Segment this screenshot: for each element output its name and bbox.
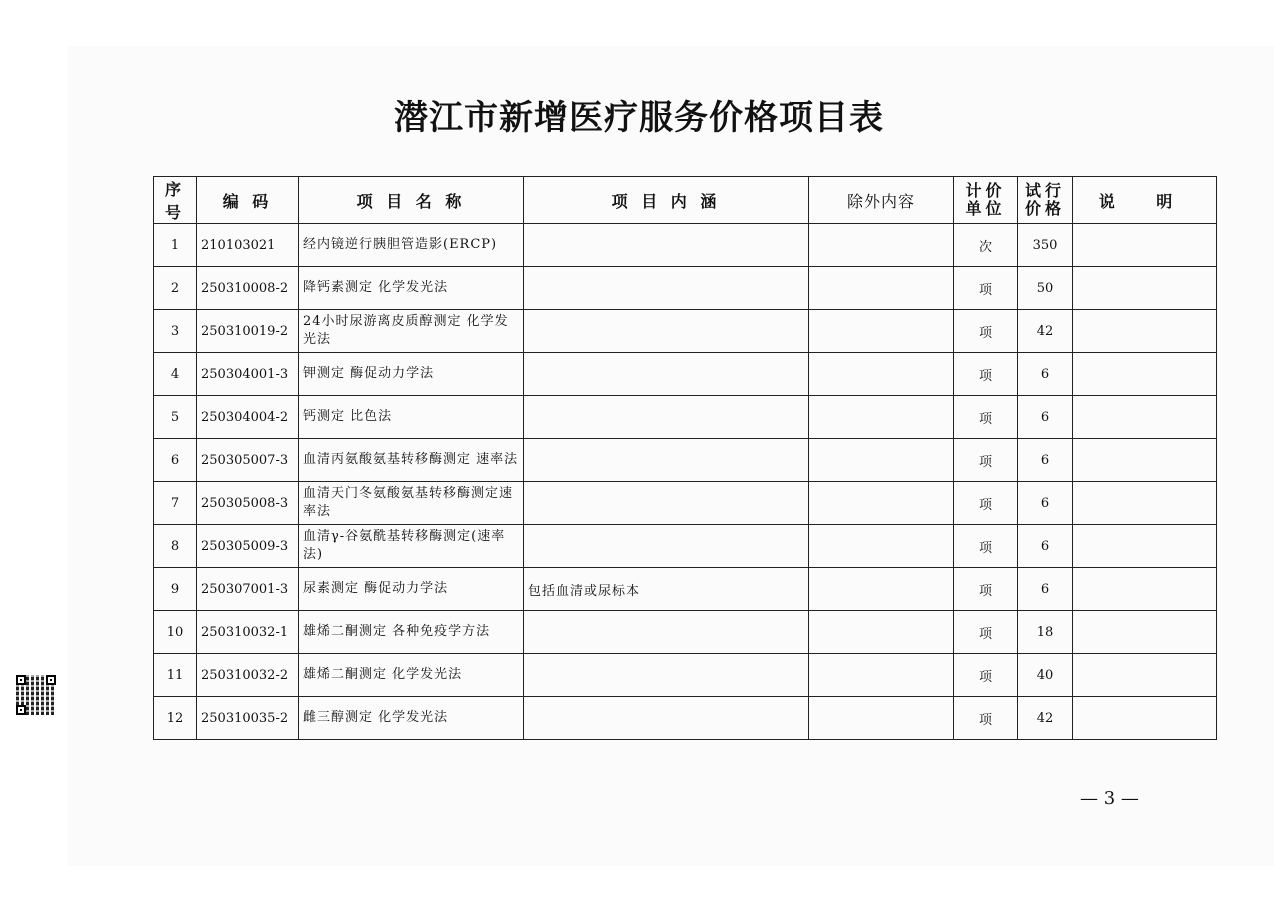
cell-price: 350 — [1018, 224, 1073, 267]
cell-unit: 项 — [954, 310, 1018, 353]
cell-unit: 项 — [954, 267, 1018, 310]
header-content: 项 目 内 涵 — [524, 177, 809, 224]
cell-seq: 2 — [154, 267, 197, 310]
cell-code: 250304004-2 — [197, 396, 299, 439]
cell-notes — [1073, 654, 1217, 697]
cell-name: 24小时尿游离皮质醇测定 化学发光法 — [299, 310, 524, 353]
cell-notes — [1073, 568, 1217, 611]
table-row — [154, 482, 1217, 525]
cell-price: 6 — [1018, 353, 1073, 396]
cell-code: 250310032-1 — [197, 611, 299, 654]
cell-exclusions — [809, 267, 954, 310]
cell-unit: 项 — [954, 654, 1018, 697]
table-row — [154, 224, 1217, 267]
cell-unit: 项 — [954, 353, 1018, 396]
cell-content — [524, 396, 809, 439]
cell-unit: 项 — [954, 697, 1018, 740]
table-row — [154, 611, 1217, 654]
cell-notes — [1073, 224, 1217, 267]
cell-code: 250304001-3 — [197, 353, 299, 396]
cell-content — [524, 439, 809, 482]
header-code: 编 码 — [197, 177, 299, 224]
table-row — [154, 568, 1217, 611]
cell-name: 经内镜逆行胰胆管造影(ERCP) — [299, 224, 524, 267]
cell-unit: 项 — [954, 568, 1018, 611]
cell-code: 250307001-3 — [197, 568, 299, 611]
cell-exclusions — [809, 611, 954, 654]
cell-code: 250310032-2 — [197, 654, 299, 697]
cell-notes — [1073, 353, 1217, 396]
header-seq: 序号 — [154, 177, 197, 224]
cell-unit: 次 — [954, 224, 1018, 267]
cell-code: 250310035-2 — [197, 697, 299, 740]
cell-seq: 4 — [154, 353, 197, 396]
header-notes: 说 明 — [1073, 177, 1217, 224]
cell-exclusions — [809, 482, 954, 525]
cell-code: 210103021 — [197, 224, 299, 267]
header-exclusions: 除外内容 — [809, 177, 954, 224]
table-row — [154, 654, 1217, 697]
cell-name: 降钙素测定 化学发光法 — [299, 267, 524, 310]
cell-price: 42 — [1018, 697, 1073, 740]
cell-notes — [1073, 439, 1217, 482]
cell-content — [524, 611, 809, 654]
cell-code: 250305008-3 — [197, 482, 299, 525]
cell-seq: 9 — [154, 568, 197, 611]
cell-content — [524, 697, 809, 740]
cell-exclusions — [809, 396, 954, 439]
cell-price: 6 — [1018, 439, 1073, 482]
cell-content — [524, 482, 809, 525]
cell-notes — [1073, 525, 1217, 568]
header-name: 项 目 名 称 — [299, 177, 524, 224]
cell-seq: 8 — [154, 525, 197, 568]
table-row — [154, 396, 1217, 439]
table-row — [154, 697, 1217, 740]
table-row — [154, 353, 1217, 396]
cell-unit: 项 — [954, 482, 1018, 525]
table-row — [154, 310, 1217, 353]
table-row — [154, 439, 1217, 482]
cell-content — [524, 525, 809, 568]
cell-seq: 5 — [154, 396, 197, 439]
cell-seq: 3 — [154, 310, 197, 353]
qr-finder-icon — [16, 705, 26, 715]
page-number: — 3 — — [1080, 788, 1139, 809]
table-row — [154, 267, 1217, 310]
cell-content — [524, 310, 809, 353]
cell-notes — [1073, 482, 1217, 525]
cell-name: 雄烯二酮测定 化学发光法 — [299, 654, 524, 697]
cell-content — [524, 353, 809, 396]
cell-price: 18 — [1018, 611, 1073, 654]
cell-code: 250310008-2 — [197, 267, 299, 310]
cell-exclusions — [809, 310, 954, 353]
cell-unit: 项 — [954, 611, 1018, 654]
qr-code — [16, 675, 56, 715]
cell-name: 血清天门冬氨酸氨基转移酶测定速率法 — [299, 482, 524, 525]
cell-exclusions — [809, 525, 954, 568]
cell-name: 尿素测定 酶促动力学法 — [299, 568, 524, 611]
cell-unit: 项 — [954, 525, 1018, 568]
cell-seq: 7 — [154, 482, 197, 525]
cell-price: 6 — [1018, 396, 1073, 439]
cell-name: 钾测定 酶促动力学法 — [299, 353, 524, 396]
price-table — [153, 176, 1217, 740]
cell-price: 6 — [1018, 482, 1073, 525]
cell-name: 雄烯二酮测定 各种免疫学方法 — [299, 611, 524, 654]
cell-code: 250305007-3 — [197, 439, 299, 482]
cell-seq: 1 — [154, 224, 197, 267]
cell-exclusions — [809, 439, 954, 482]
header-price: 试行价格 — [1018, 177, 1073, 224]
cell-seq: 12 — [154, 697, 197, 740]
cell-notes — [1073, 267, 1217, 310]
cell-exclusions — [809, 654, 954, 697]
cell-price: 40 — [1018, 654, 1073, 697]
cell-code: 250305009-3 — [197, 525, 299, 568]
cell-unit: 项 — [954, 439, 1018, 482]
cell-exclusions — [809, 224, 954, 267]
cell-price: 6 — [1018, 568, 1073, 611]
cell-price: 6 — [1018, 525, 1073, 568]
cell-name: 钙测定 比色法 — [299, 396, 524, 439]
cell-exclusions — [809, 697, 954, 740]
cell-notes — [1073, 697, 1217, 740]
table-header-row — [154, 177, 1217, 224]
cell-notes — [1073, 611, 1217, 654]
cell-content: 包括血清或尿标本 — [524, 568, 809, 611]
table-row — [154, 525, 1217, 568]
cell-code: 250310019-2 — [197, 310, 299, 353]
cell-price: 50 — [1018, 267, 1073, 310]
qr-finder-icon — [16, 675, 26, 685]
cell-exclusions — [809, 568, 954, 611]
cell-seq: 6 — [154, 439, 197, 482]
cell-name: 雌三醇测定 化学发光法 — [299, 697, 524, 740]
cell-price: 42 — [1018, 310, 1073, 353]
cell-unit: 项 — [954, 396, 1018, 439]
cell-notes — [1073, 310, 1217, 353]
cell-content — [524, 267, 809, 310]
cell-seq: 10 — [154, 611, 197, 654]
header-unit: 计价单位 — [954, 177, 1018, 224]
qr-finder-icon — [46, 675, 56, 685]
page-title: 潜江市新增医疗服务价格项目表 — [394, 98, 884, 138]
cell-content — [524, 224, 809, 267]
cell-name: 血清丙氨酸氨基转移酶测定 速率法 — [299, 439, 524, 482]
cell-seq: 11 — [154, 654, 197, 697]
cell-exclusions — [809, 353, 954, 396]
cell-name: 血清γ-谷氨酰基转移酶测定(速率法) — [299, 525, 524, 568]
cell-notes — [1073, 396, 1217, 439]
cell-content — [524, 654, 809, 697]
